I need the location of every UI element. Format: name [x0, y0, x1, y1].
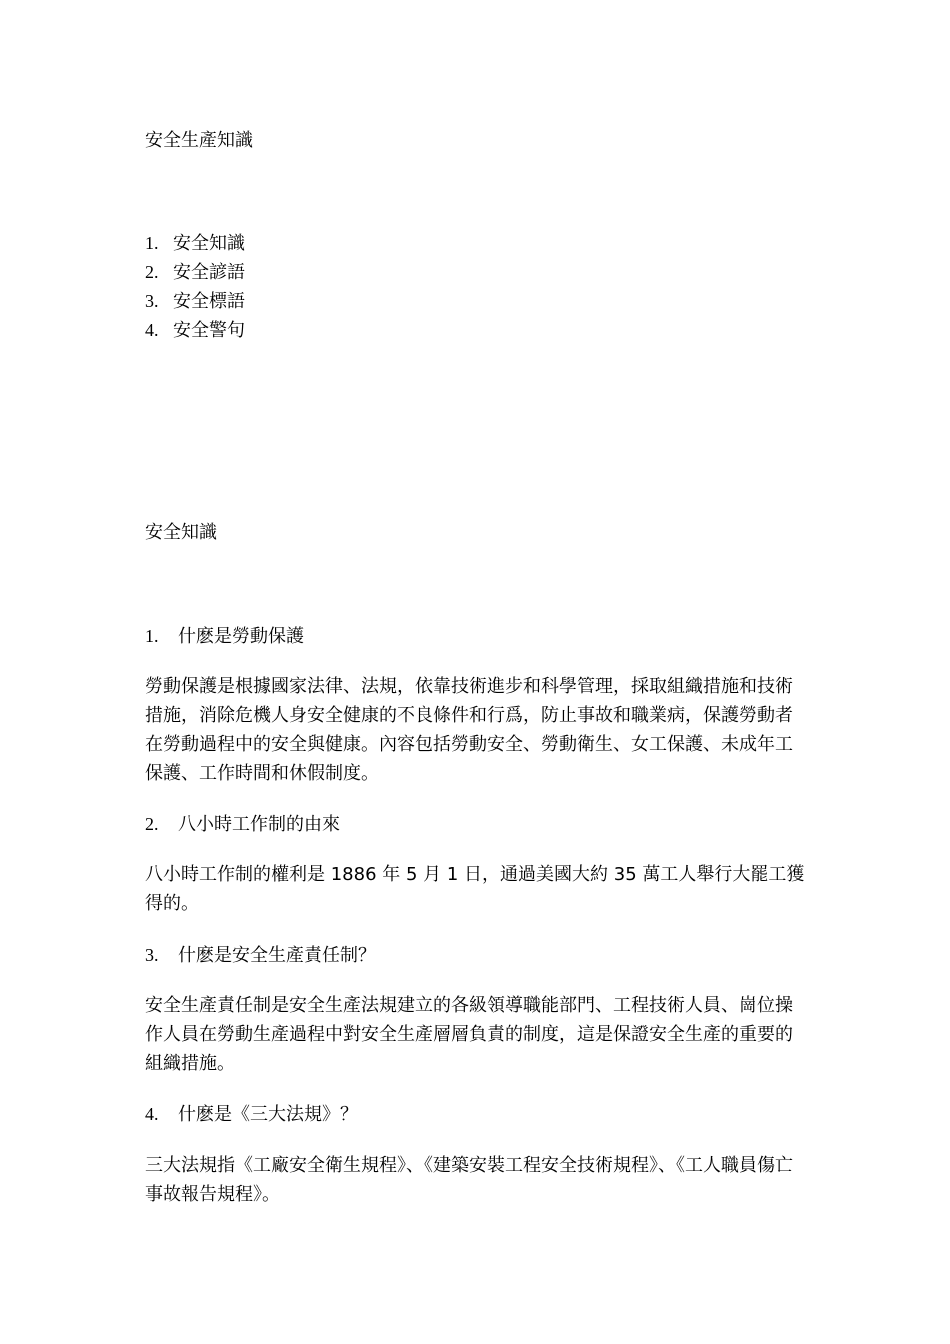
toc-item: [145, 229, 245, 258]
table-of-contents: [145, 229, 245, 345]
question-heading: [145, 810, 810, 839]
toc-number: 1.: [145, 233, 159, 253]
toc-text: 安全標語: [173, 291, 245, 312]
toc-text: 安全諺語: [173, 262, 245, 283]
question-text: 什麽是安全生產責任制？: [178, 945, 376, 966]
answer-paragraph: 八小時工作制的權利是 1886 年 5 月 1 日，通過美國大約 35 萬工人舉行大罷工獲得的。: [145, 864, 805, 914]
question-heading: [145, 1100, 810, 1129]
question-number: 3.: [145, 945, 159, 965]
answer-paragraph: 三大法規指《工廠安全衛生規程》、《建築安裝工程安全技術規程》、《工人職員傷亡事故報告規程》。: [145, 1155, 793, 1205]
question-text: 什麽是勞動保護: [178, 626, 304, 647]
toc-number: 4.: [145, 320, 159, 340]
question-heading: [145, 941, 810, 970]
answer-paragraph: 勞動保護是根據國家法律、法規，依靠技術進步和科學管理，採取組織措施和技術措施，消除危機人身安全健康的不良條件和行爲，防止事故和職業病，保護勞動者在勞動過程中的安全與健康。內容包括勞動安全、勞動衛生、女工保護、未成年工保護、工作時間和休假制度。: [145, 676, 793, 784]
answer-paragraph: 安全生產責任制是安全生產法規建立的各級領導職能部門、工程技術人員、崗位操作人員在勞動生產過程中對安全生產層層負責的制度，這是保證安全生產的重要的組織措施。: [145, 995, 793, 1074]
document-title: 安全生產知識: [145, 130, 253, 151]
toc-item: [145, 287, 245, 316]
question-number: 1.: [145, 626, 159, 646]
toc-text: 安全警句: [173, 320, 245, 341]
toc-item: [145, 258, 245, 287]
toc-text: 安全知識: [173, 233, 245, 254]
question-number: 2.: [145, 814, 159, 834]
section-title: 安全知識: [145, 522, 217, 543]
question-text: 什麽是《三大法規》？: [178, 1104, 358, 1125]
question-text: 八小時工作制的由來: [178, 814, 340, 835]
toc-number: 2.: [145, 262, 159, 282]
question-heading: [145, 622, 810, 651]
toc-item: [145, 316, 245, 345]
question-number: 4.: [145, 1104, 159, 1124]
toc-number: 3.: [145, 291, 159, 311]
